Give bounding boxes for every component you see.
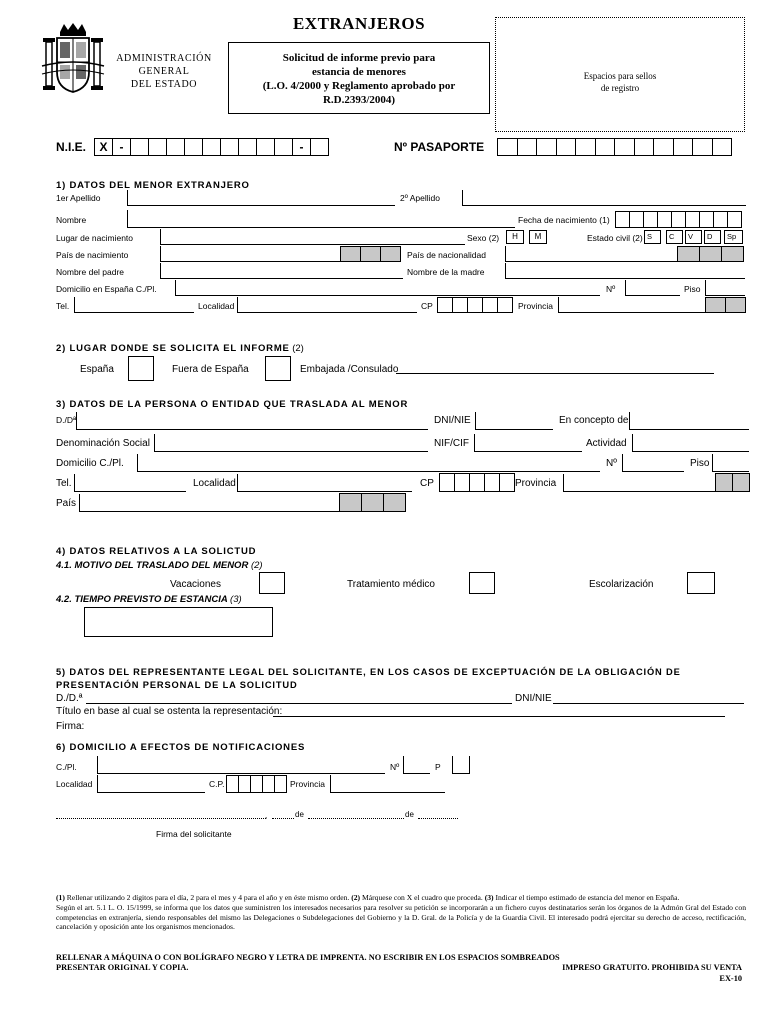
section-3-title: 3) DATOS DE LA PERSONA O ENTIDAD QUE TRASLADA AL MENOR bbox=[56, 399, 409, 410]
stamp-area-line-2: de registro bbox=[600, 83, 640, 93]
pais-nacionalidad-field[interactable] bbox=[505, 246, 677, 262]
footer-instructions-line-2: PRESENTAR ORIGINAL Y COPIA. bbox=[56, 963, 189, 972]
nie-label: N.I.E. bbox=[56, 140, 87, 154]
sexo-label: Sexo (2) bbox=[467, 233, 500, 243]
passport-label: Nº PASAPORTE bbox=[394, 140, 485, 154]
footnote-2-text: Márquese con X el cuadro que proceda. bbox=[360, 893, 485, 902]
page-title: EXTRANJEROS bbox=[292, 14, 426, 33]
representante-dni-label: DNI/NIE bbox=[515, 693, 552, 704]
titulo-field[interactable] bbox=[273, 716, 725, 717]
notif-cp-input[interactable] bbox=[226, 775, 287, 793]
issuing-authority bbox=[108, 52, 220, 91]
nie-prefix-cell: X bbox=[95, 138, 113, 156]
apellido1-label: 1er Apellido bbox=[56, 193, 101, 203]
signature-year-field[interactable] bbox=[418, 818, 458, 819]
nie-dash-cell: - bbox=[113, 138, 131, 156]
notif-localidad-label: Localidad bbox=[56, 779, 93, 789]
persona-dd-field[interactable] bbox=[76, 412, 428, 430]
piso-field[interactable] bbox=[705, 280, 745, 296]
estado-civil-v-checkbox[interactable]: V bbox=[685, 230, 702, 244]
persona-dd-label: D./Dª bbox=[56, 415, 77, 425]
footnote-legal-notice: Según el art. 5.1 L. O. 15/1999, se informa que los datos que suministren los interesados necesarios para resolver su petición se incorporarán a un fichero cuyos destinatarios serán los órganos de la Admón Gral del Estado con competencias en extranjería, siendo responsables del mismo las Delegaciones o Subdelegaciones del Gobierno y la D. Gral. de la Policía y de la Guardia Civil. El interesado podrá ejercitar su derecho de acceso, rectificación, cancelación y oposición ante los organismos mencionados. bbox=[56, 902, 746, 932]
notif-numero-label: Nº bbox=[390, 762, 400, 772]
cp-label: CP bbox=[421, 301, 433, 311]
footnote-3-text: Indicar el tiempo estimado de estancia del menor en España. bbox=[493, 893, 680, 902]
actividad-field[interactable] bbox=[632, 434, 749, 452]
form-title-box bbox=[228, 42, 490, 114]
embajada-label: Embajada /Consulado bbox=[300, 364, 399, 375]
escolarizacion-label: Escolarización bbox=[589, 579, 654, 590]
pais-nacimiento-field[interactable] bbox=[160, 246, 340, 262]
authority-line-2: GENERAL bbox=[138, 66, 190, 77]
lugar-nacimiento-label: Lugar de nacimiento bbox=[56, 233, 134, 243]
fecha-nacimiento-input[interactable] bbox=[615, 211, 742, 228]
persona-piso-label: Piso bbox=[690, 458, 710, 469]
section-5-title bbox=[56, 666, 681, 692]
section-4-2-row bbox=[56, 594, 242, 605]
localidad-field[interactable] bbox=[237, 297, 417, 313]
nombre-padre-label: Nombre del padre bbox=[56, 267, 125, 277]
firma-representante-label: Firma: bbox=[56, 721, 85, 732]
footnote-1-number: (1) bbox=[56, 893, 65, 902]
persona-tel-label: Tel. bbox=[56, 478, 72, 489]
form-title-line-3: (L.O. 4/2000 y Reglamento aprobado por bbox=[262, 80, 456, 92]
espana-label: España bbox=[80, 364, 114, 375]
provincia-label: Provincia bbox=[518, 301, 553, 311]
pais-nacimiento-label: País de nacimiento bbox=[56, 250, 129, 260]
actividad-label: Actividad bbox=[586, 438, 627, 449]
persona-cp-input[interactable] bbox=[439, 473, 515, 492]
notif-p-field[interactable] bbox=[452, 756, 470, 774]
piso-label: Piso bbox=[684, 284, 701, 294]
apellido2-label: 2º Apellido bbox=[400, 193, 440, 203]
stamp-area-line-1: Espacios para sellos bbox=[583, 71, 657, 81]
estado-civil-sp-checkbox[interactable]: Sp bbox=[724, 230, 743, 244]
persona-pais-label: País bbox=[56, 498, 77, 509]
persona-numero-field[interactable] bbox=[622, 454, 684, 472]
nombre-field[interactable] bbox=[127, 210, 515, 228]
notif-localidad-field[interactable] bbox=[97, 775, 205, 793]
notif-cpl-label: C./Pl. bbox=[56, 762, 77, 772]
persona-pais-code bbox=[339, 493, 406, 512]
footnote-1-text: Rellenar utilizando 2 dígitos para el día, 2 para el mes y 4 para el año y en éste mismo orden. bbox=[64, 893, 352, 902]
cp-input[interactable] bbox=[437, 297, 513, 313]
persona-tel-field[interactable] bbox=[74, 474, 186, 492]
persona-domicilio-field[interactable] bbox=[137, 454, 600, 472]
footer-instructions-line-1: RELLENAR A MÁQUINA O CON BOLÍGRAFO NEGRO Y LETRA DE IMPRENTA. NO ESCRIBIR EN LOS ESPACIOS SOMBREADOS bbox=[56, 953, 560, 962]
authority-line-1: ADMINISTRACIÓN bbox=[116, 53, 212, 64]
notif-cp-label: C.P. bbox=[209, 779, 225, 789]
persona-provincia-code bbox=[715, 473, 750, 492]
concepto-label: En concepto de bbox=[559, 415, 629, 426]
nif-field[interactable] bbox=[474, 434, 582, 452]
section-4-1-ref: (2) bbox=[250, 560, 263, 571]
tiempo-estancia-field[interactable] bbox=[84, 607, 273, 637]
sexo-m-checkbox[interactable]: M bbox=[529, 230, 547, 244]
fuera-espana-checkbox[interactable] bbox=[265, 356, 291, 381]
apellido2-field[interactable] bbox=[462, 190, 746, 206]
nombre-label: Nombre bbox=[56, 215, 87, 225]
persona-provincia-label: Provincia bbox=[515, 478, 557, 489]
pais-nacimiento-code bbox=[340, 246, 401, 262]
authority-line-3: DEL ESTADO bbox=[130, 79, 198, 90]
section-2-title-row bbox=[56, 343, 304, 354]
footer-instructions bbox=[56, 953, 560, 973]
denominacion-field[interactable] bbox=[154, 434, 428, 452]
persona-localidad-label: Localidad bbox=[193, 478, 236, 489]
tel-label: Tel. bbox=[56, 301, 70, 311]
form-title-line-1: Solicitud de informe previo para bbox=[282, 52, 436, 64]
tratamiento-label: Tratamiento médico bbox=[347, 579, 435, 590]
nombre-padre-field[interactable] bbox=[160, 263, 403, 279]
section-2-title-ref: (2) bbox=[292, 343, 304, 354]
form-title-line-4: R.D.2393/2004) bbox=[322, 94, 396, 106]
footnote-3-number: (3) bbox=[484, 893, 494, 902]
signature-de-2: de bbox=[405, 810, 414, 819]
nie-input[interactable] bbox=[94, 138, 329, 156]
form-title-line-2: estancia de menores bbox=[312, 66, 406, 78]
pais-nacionalidad-code bbox=[677, 246, 744, 262]
titulo-label: Título en base al cual se ostenta la representación: bbox=[56, 706, 283, 717]
section-4-1-title: 4.1. MOTIVO DEL TRASLADO DEL MENOR bbox=[56, 560, 249, 571]
notif-provincia-label: Provincia bbox=[290, 779, 325, 789]
estado-civil-s-checkbox[interactable]: S bbox=[644, 230, 661, 244]
provincia-field[interactable] bbox=[558, 297, 705, 313]
localidad-label: Localidad bbox=[198, 301, 235, 311]
representante-dni-field[interactable] bbox=[553, 703, 744, 704]
section-4-1-row bbox=[56, 560, 263, 571]
notif-cpl-field[interactable] bbox=[97, 756, 385, 774]
representante-dd-field[interactable] bbox=[86, 703, 512, 704]
section-6-title: 6) DOMICILIO A EFECTOS DE NOTIFICACIONES bbox=[56, 742, 306, 753]
section-2-title: 2) LUGAR DONDE SE SOLICITA EL INFORME bbox=[56, 343, 290, 354]
numero-label: Nº bbox=[606, 284, 616, 294]
form-code: EX-10 bbox=[719, 974, 742, 983]
denominacion-label: Denominación Social bbox=[56, 438, 150, 449]
tel-field[interactable] bbox=[74, 297, 194, 313]
persona-provincia-field[interactable] bbox=[563, 474, 715, 492]
section-4-2-title: 4.2. TIEMPO PREVISTO DE ESTANCIA bbox=[56, 594, 228, 605]
fecha-nacimiento-label: Fecha de nacimiento (1) bbox=[518, 215, 610, 225]
concepto-field[interactable] bbox=[629, 412, 749, 430]
vacaciones-checkbox[interactable] bbox=[259, 572, 285, 594]
estado-civil-label: Estado civil (2) bbox=[587, 233, 643, 243]
persona-cp-label: CP bbox=[420, 478, 434, 489]
passport-input[interactable] bbox=[497, 138, 732, 156]
section-4-title: 4) DATOS RELATIVOS A LA SOLICTUD bbox=[56, 546, 257, 557]
tratamiento-checkbox[interactable] bbox=[469, 572, 495, 594]
nie-dash-cell-2: - bbox=[293, 138, 311, 156]
coat-of-arms-icon bbox=[40, 22, 106, 100]
domicilio-label: Domicilio en España C./Pl. bbox=[56, 284, 157, 294]
notif-p-label: P bbox=[435, 762, 441, 772]
registry-stamp-area bbox=[495, 17, 745, 132]
persona-pais-field[interactable] bbox=[79, 494, 339, 512]
representante-dd-label: D./D.ª bbox=[56, 693, 83, 704]
espana-checkbox[interactable] bbox=[128, 356, 154, 381]
persona-domicilio-label: Domicilio C./Pl. bbox=[56, 458, 124, 469]
fuera-espana-label: Fuera de España bbox=[172, 364, 249, 375]
estado-civil-d-checkbox[interactable]: D bbox=[704, 230, 721, 244]
signature-month-field[interactable] bbox=[308, 818, 404, 819]
footer-gratuito: IMPRESO GRATUITO. PROHIBIDA SU VENTA bbox=[562, 963, 742, 972]
footnote-instructions bbox=[56, 893, 746, 903]
embajada-field[interactable] bbox=[396, 373, 714, 374]
section-5-title-line-1: 5) DATOS DEL REPRESENTANTE LEGAL DEL SOLICITANTE, EN LOS CASOS DE EXCEPTUACIÓN DE LA OBLIGACIÓN DE bbox=[56, 667, 681, 677]
notif-numero-field[interactable] bbox=[403, 756, 430, 774]
nif-label: NIF/CIF bbox=[434, 438, 469, 449]
persona-piso-field[interactable] bbox=[712, 454, 749, 472]
domicilio-field[interactable] bbox=[175, 280, 600, 296]
signature-day-field[interactable] bbox=[272, 818, 294, 819]
footnotes bbox=[56, 893, 746, 932]
nombre-madre-label: Nombre de la madre bbox=[407, 267, 485, 277]
numero-field[interactable] bbox=[625, 280, 680, 296]
signature-place-field[interactable] bbox=[56, 818, 266, 819]
section-5-title-line-2: PRESENTACIÓN PERSONAL DE LA SOLICITUD bbox=[56, 680, 298, 690]
persona-dni-label: DNI/NIE bbox=[434, 415, 471, 426]
firma-solicitante-label: Firma del solicitante bbox=[156, 829, 232, 839]
apellido1-field[interactable] bbox=[127, 190, 395, 206]
signature-de-1: de bbox=[295, 810, 304, 819]
estado-civil-c-checkbox[interactable]: C bbox=[666, 230, 683, 244]
section-1-title: 1) DATOS DEL MENOR EXTRANJERO bbox=[56, 180, 250, 191]
escolarizacion-checkbox[interactable] bbox=[687, 572, 715, 594]
persona-dni-field[interactable] bbox=[475, 412, 553, 430]
nombre-madre-field[interactable] bbox=[505, 263, 745, 279]
vacaciones-label: Vacaciones bbox=[170, 579, 221, 590]
persona-numero-label: Nº bbox=[606, 458, 617, 469]
footnote-2-number: (2) bbox=[351, 893, 361, 902]
notif-provincia-field[interactable] bbox=[330, 775, 445, 793]
pais-nacionalidad-label: País de nacionalidad bbox=[407, 250, 486, 260]
lugar-nacimiento-field[interactable] bbox=[160, 229, 465, 245]
persona-localidad-field[interactable] bbox=[237, 474, 412, 492]
provincia-code bbox=[705, 297, 746, 313]
section-4-2-ref: (3) bbox=[230, 594, 242, 605]
sexo-h-checkbox[interactable]: H bbox=[506, 230, 524, 244]
